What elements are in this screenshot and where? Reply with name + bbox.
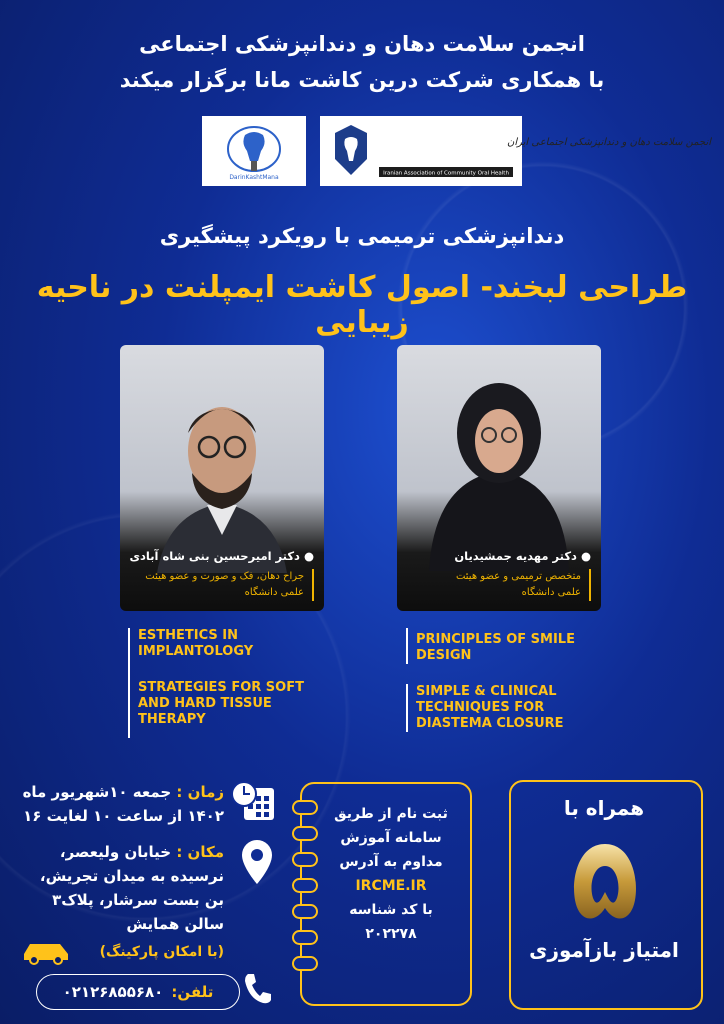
time-line-2: ۱۴۰۲ از ساعت ۱۰ لغایت ۱۶ <box>23 807 224 825</box>
location-pin-icon <box>240 838 274 886</box>
place-line-1: مکان : خیابان ولیعصر، <box>59 843 224 861</box>
topic-2a-line-2: DESIGN <box>416 648 472 663</box>
event-subtitle: دندانپزشکی ترمیمی با رویکرد پیشگیری <box>159 224 565 248</box>
notebook-ring-3 <box>292 852 318 867</box>
association-name: انجمن سلامت دهان و دندانپزشکی اجتماعی ایران <box>507 137 712 148</box>
header <box>0 26 724 98</box>
topic-1a-line-2: IMPLANTOLOGY <box>138 644 254 659</box>
topic-2a-line-1: PRINCIPLES OF SMILE <box>416 632 575 647</box>
notebook-ring-6 <box>292 930 318 945</box>
car-icon <box>20 938 72 964</box>
notebook-ring-7 <box>292 956 318 971</box>
registration-code: ۲۰۲۲۷۸ <box>365 926 417 942</box>
topic-2b-line-1: SIMPLE & CLINICAL <box>416 684 557 699</box>
parking-note: (با امکان پارکینگ) <box>99 944 224 960</box>
notebook-ring-2 <box>292 826 318 841</box>
time-label: زمان : <box>176 783 224 801</box>
cme-points-top: همراه با <box>563 796 645 820</box>
registration-text: ثبت نام از طریق سامانه آموزش مداوم به آدرس IRCME.IR با کد شناسه ۲۰۲۲۷۸ <box>318 802 464 946</box>
emblem-icon <box>335 125 367 175</box>
event-location <box>4 840 224 936</box>
speaker-2-photo <box>419 371 579 571</box>
speaker-2-caption <box>406 549 591 601</box>
association-logo <box>320 116 712 186</box>
topic-2b-line-2: TECHNIQUES FOR <box>416 700 545 715</box>
phone-icon <box>242 972 268 1006</box>
notebook-ring-4 <box>292 878 318 893</box>
speaker-2-name: ● دکتر مهدیه جمشیدیان <box>454 549 591 563</box>
header-line-2: با همکاری شرکت درین کاشت مانا برگزار میکند <box>119 68 605 92</box>
topic-1b-line-3: THERAPY <box>138 712 206 727</box>
place-line-2: نرسیده به میدان تجریش، <box>39 867 224 885</box>
cme-points-bottom: امتیاز بازآموزی <box>529 938 679 962</box>
place-line-3: بن بست سرشار، پلاک۳ <box>52 891 224 909</box>
cme-points-number <box>565 838 645 928</box>
topic-2b <box>406 684 586 732</box>
topic-2b-line-3: DIASTEMA CLOSURE <box>416 716 564 731</box>
notebook-ring-1 <box>292 800 318 815</box>
association-caption: Iranian Association of Community Oral Health <box>383 170 509 177</box>
speaker-card-2 <box>397 345 601 611</box>
topic-1b-line-1: STRATEGIES FOR SOFT <box>138 680 304 695</box>
company-logo <box>202 116 306 186</box>
topic-2a <box>406 628 586 664</box>
topic-1b-line-2: AND HARD TISSUE <box>138 696 272 711</box>
speaker-card-1 <box>120 345 324 611</box>
speaker-1-description: جراح دهان، فک و صورت و عضو هیئت علمی دانشگاه <box>129 569 314 601</box>
speaker-1-photo <box>147 373 297 573</box>
phone-number: ۰۲۱۲۶۸۵۵۶۸۰ <box>62 983 164 1001</box>
time-line-1: زمان : جمعه ۱۰شهریور ماه <box>22 783 224 801</box>
speaker-2-description: متخصص ترمیمی و عضو هیئت علمی دانشگاه <box>406 569 591 601</box>
header-line-1: انجمن سلامت دهان و دندانپزشکی اجتماعی <box>139 32 585 56</box>
speaker-1-topics <box>128 628 308 738</box>
calendar-clock-icon <box>230 778 278 826</box>
phone-box[interactable] <box>36 974 240 1010</box>
topic-1a-line-1: ESTHETICS IN <box>138 628 238 643</box>
registration-url[interactable]: IRCME.IR <box>355 878 427 894</box>
tooth-implant-icon <box>209 121 299 181</box>
place-label: مکان : <box>176 843 224 861</box>
phone-label: تلفن: <box>171 983 214 1001</box>
place-line-4: سالن همایش <box>126 915 224 933</box>
company-logo-caption: DarinKashtMana <box>229 174 279 181</box>
logos-row <box>0 116 724 186</box>
event-title: طراحی لبخند- اصول کاشت ایمپلنت در ناحیه زیبایی <box>36 270 688 340</box>
event-time <box>4 780 224 828</box>
speaker-2-topics <box>406 628 586 744</box>
association-emblem <box>323 119 712 183</box>
notebook-ring-5 <box>292 904 318 919</box>
speaker-1-name: ● دکتر امیرحسین بنی شاه آبادی <box>129 549 314 563</box>
speaker-1-caption <box>129 549 314 601</box>
